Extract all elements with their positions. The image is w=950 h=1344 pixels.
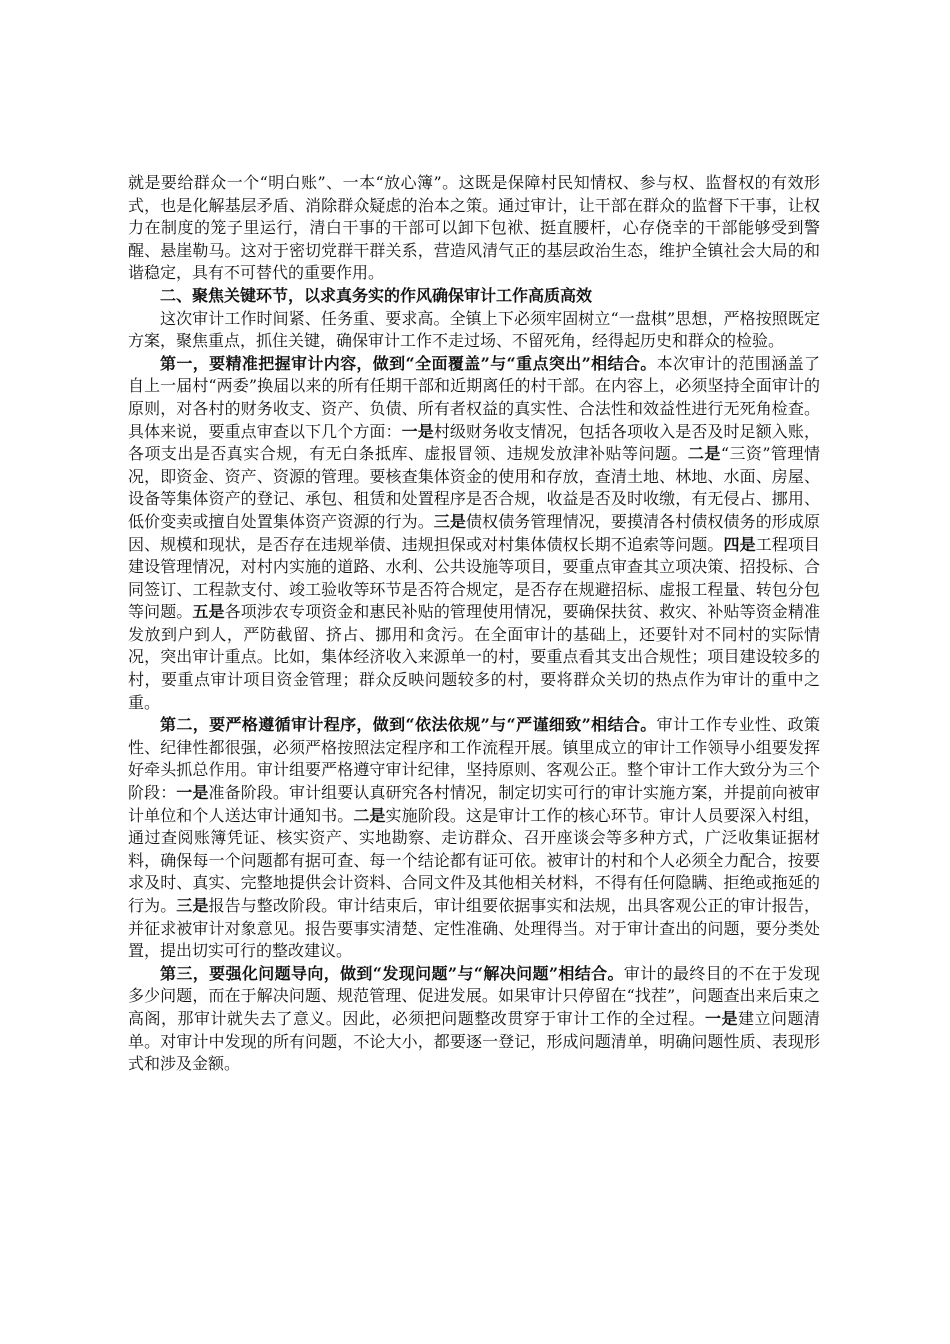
- paragraph-text: 村级财务收支情况，包括各项收入是否及时足额入账，各项支出是否真实合规，有无白条抵库、虚报冒领、违规发放津补贴等问题。: [128, 421, 820, 464]
- enum-keyword: 二是: [353, 805, 386, 825]
- document-page: [128, 172, 820, 1076]
- enum-keyword: 一是: [705, 1008, 739, 1028]
- paragraph-audit-procedure: [128, 714, 820, 963]
- enum-keyword: 四是: [723, 534, 756, 554]
- enum-keyword: 三是: [433, 511, 466, 531]
- point-heading-first: 第一，要精准把握审计内容，做到“全面覆盖”与“重点突出”相结合。: [160, 353, 657, 373]
- paragraph-significance-closing: 就是要给群众一个“明白账”、一本“放心簿”。这既是保障村民知情权、参与权、监督权的有效形式，也是化解基层矛盾、消除群众疑虑的治本之策。通过审计，让干部在群众的监督下干事，让权力在制度的笼子里运行，清白干事的干部可以卸下包袱、挺直腰杆，心存侥幸的干部能够受到警醒、悬崖勒马。这对于密切党群干群关系，营造风清气正的基层政治生态，维护全镇社会大局的和谐稳定，具有不可替代的重要作用。: [128, 173, 820, 283]
- paragraph-text: 审计的最终目的不在于发现多少问题，而在于解决问题、规范管理、促进发展。如果审计只停留在“找茬”，问题查出来后束之高阁，那审计就失去了意义。因此，必须把问题整改贯穿于审计工作的全过程。: [128, 963, 820, 1028]
- enum-keyword: 二是: [687, 444, 721, 464]
- enum-keyword: 五是: [192, 602, 225, 622]
- enum-keyword: 一是: [176, 783, 209, 803]
- paragraph-text: 建立问题清单。对审计中发现的所有问题，不论大小，都要逐一登记，形成问题清单，明确问题性质、表现形式和涉及金额。: [128, 1008, 820, 1074]
- paragraph-problem-oriented: [128, 963, 820, 1076]
- point-heading-second: 第二，要严格遵循审计程序，做到“依法依规”与“严谨细致”相结合。: [160, 715, 657, 735]
- paragraph-text: 工程项目建设管理情况，对村内实施的道路、水利、公共设施等项目，要重点审查其立项决策、招投标、合同签订、工程款支付、竣工验收等环节是否符合规定，是否存在规避招标、虚报工程量、转包分包等问题。: [128, 534, 820, 622]
- enum-keyword: 一是: [401, 421, 434, 441]
- point-heading-third: 第三，要强化问题导向，做到“发现问题”与“解决问题”相结合。: [160, 963, 624, 983]
- enum-keyword: 三是: [176, 896, 209, 915]
- paragraph-section-intro: 这次审计工作时间紧、任务重、要求高。全镇上下必须牢固树立“一盘棋”思想，严格按照既定方案，聚焦重点，抓住关键，确保审计工作不走过场、不留死角，经得起历史和群众的检验。: [128, 308, 820, 351]
- paragraph-text: 准备阶段。审计组要认真研究各村情况，制定切实可行的审计实施方案，并提前向被审计单位和个人送达审计通知书。: [128, 783, 820, 825]
- paragraph-text: 审计工作专业性、政策性、纪律性都很强，必须严格按照法定程序和工作流程开展。镇里成立的审计工作领导小组要发挥好牵头抓总作用。审计组要严格遵守审计纪律，坚持原则、客观公正。整个审计工作大致分为三个阶段：: [128, 715, 820, 803]
- paragraph-text: 本次审计的范围涵盖了自上一届村“两委”换届以来的所有任期干部和近期离任的村干部。在内容上，必须坚持全面审计的原则，对各村的财务收支、资产、负债、所有者权益的真实性、合法性和效益性进行无死角检查。具体来说，要重点审查以下几个方面：: [128, 353, 820, 441]
- paragraph-text: 实施阶段。这是审计工作的核心环节。审计人员要深入村组，通过查阅账簿凭证、核实资产、实地勘察、走访群众、召开座谈会等多种方式，广泛收集证据材料，确保每一个问题都有据可查、每一个结论都有证可依。被审计的村和个人必须全力配合，按要求及时、真实、完整地提供会计资料、合同文件及其他相关材料，不得有任何隐瞒、拒绝或拖延的行为。: [128, 805, 820, 915]
- section-heading-2: 二、聚焦关键环节，以求真务实的作风确保审计工作高质高效: [160, 285, 593, 305]
- paragraph-text: 债权债务管理情况，要摸清各村债权债务的形成原因、规模和现状，是否存在违规举债、违规担保或对村集体债权长期不追索等问题。: [128, 511, 820, 554]
- paragraph-text: 报告与整改阶段。审计结束后，审计组要依据事实和法规，出具客观公正的审计报告，并征求被审计对象意见。报告要事实清楚、定性准确、处理得当。对于审计查出的问题，要分类处置，提出切实可行的整改建议。: [128, 896, 820, 961]
- paragraph-text: 各项涉农专项资金和惠民补贴的管理使用情况，要确保扶贫、救灾、补贴等资金精准发放到户到人，严防截留、挤占、挪用和贪污。在全面审计的基础上，还要针对不同村的实际情况，突出审计重点。比如，集体经济收入来源单一的村，要重点看其支出合规性；项目建设较多的村，要重点审计项目资金管理；群众反映问题较多的村，要将群众关切的热点作为审计的重中之重。: [128, 602, 820, 712]
- paragraph-audit-content: [128, 353, 820, 715]
- paragraph-text: “三资”管理情况，即资金、资产、资源的管理。要核查集体资金的使用和存放，查清土地、林地、水面、房屋、设备等集体资产的登记、承包、租赁和处置程序是否合规，收益是否及时收缴，有无侵占、挪用、低价变卖或擅自处置集体资产资源的行为。: [128, 444, 820, 531]
